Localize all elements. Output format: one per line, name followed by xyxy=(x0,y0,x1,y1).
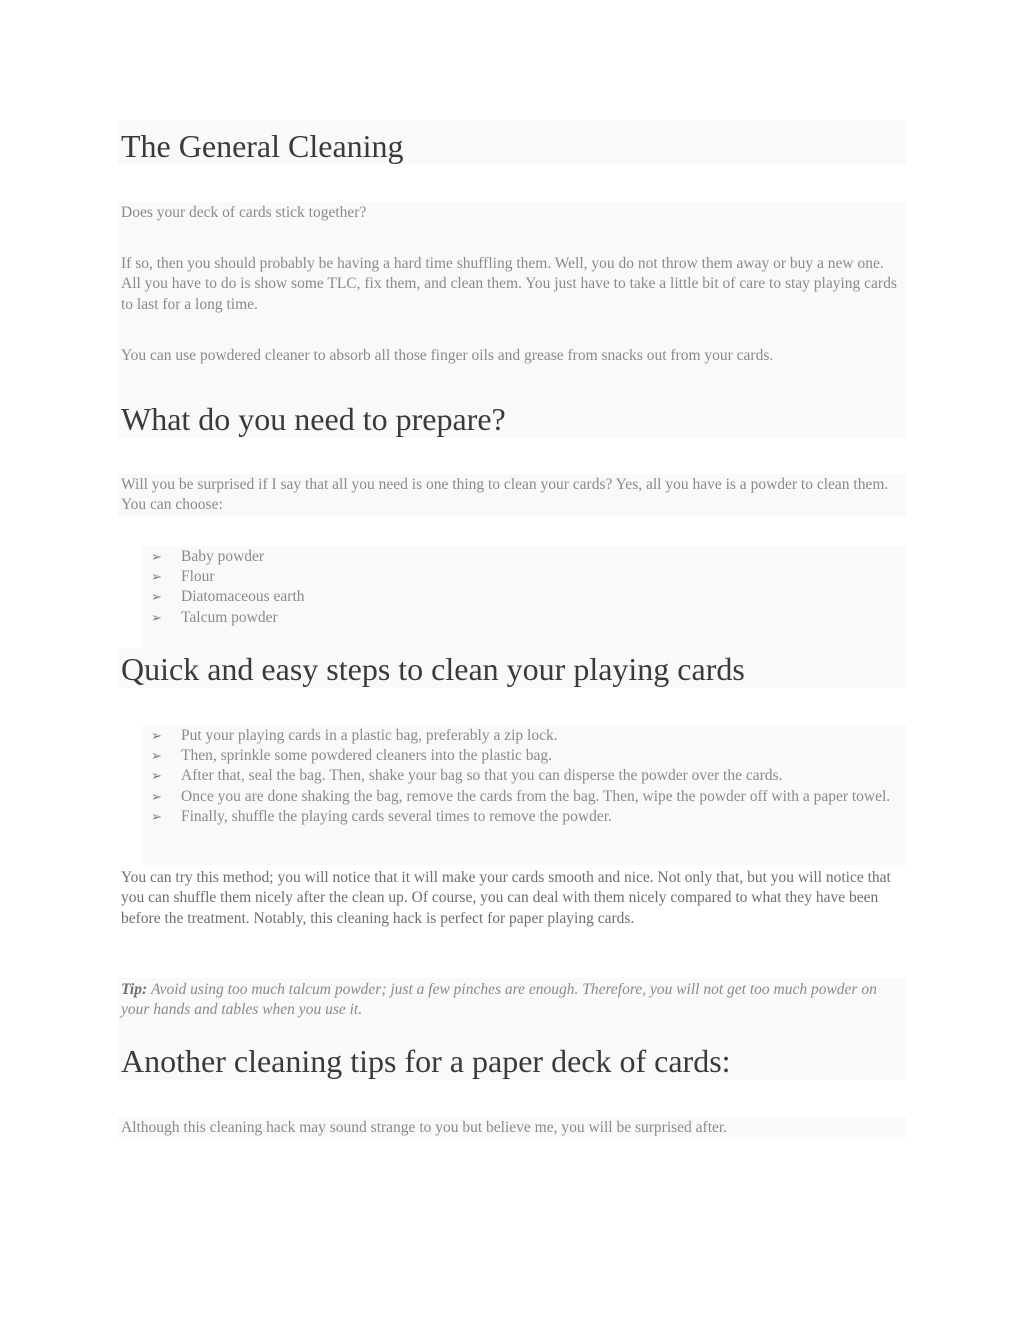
heading-general-cleaning: The General Cleaning xyxy=(121,128,404,164)
list-item xyxy=(121,807,903,827)
list-item xyxy=(121,787,903,807)
paragraph-intro-body: If so, then you should probably be having a hard time shuffling them. Well, you do not throw them away or buy a new one. All you have to do is show some TLC, fix them, and clean them. You just have to take a little bit of care to stay playing cards to last for a long time. xyxy=(121,255,897,313)
list-item-text: After that, seal the bag. Then, shake your bag so that you can disperse the powder over the cards. xyxy=(181,767,783,785)
list-item xyxy=(121,608,903,628)
arrowhead-icon: ➢ xyxy=(151,768,162,784)
cleaning-steps-list xyxy=(121,726,903,827)
tip-label: Tip: xyxy=(121,981,148,998)
tip-paragraph xyxy=(121,980,903,1021)
arrowhead-icon: ➢ xyxy=(151,569,162,585)
powder-options-list xyxy=(121,547,903,628)
list-item xyxy=(121,726,903,746)
arrowhead-icon: ➢ xyxy=(151,808,162,824)
arrowhead-icon: ➢ xyxy=(151,589,162,605)
arrowhead-icon: ➢ xyxy=(151,728,162,743)
heading-quick-steps: Quick and easy steps to clean your playing cards xyxy=(121,651,745,687)
list-item xyxy=(121,766,903,786)
arrowhead-icon: ➢ xyxy=(151,609,162,625)
list-item-text: Once you are done shaking the bag, remove the cards from the bag. Then, wipe the powder off with a paper towel. xyxy=(181,787,891,805)
paragraph-method-result: You can try this method; you will notice that it will make your cards smooth and nice. Not only that, but you will notice that you can shuffle them nicely after the clean up. Of course, you can deal with them nicely compared to what they have been before the treatment. Notably, this cleaning hack is perfect for paper playing cards. xyxy=(121,869,891,927)
list-item xyxy=(121,746,903,766)
paragraph-intro-question: Does your deck of cards stick together? xyxy=(121,204,367,221)
paragraph-prepare-intro: Will you be surprised if I say that all you need is one thing to clean your cards? Yes, all you have is a powder to clean them. You can choose: xyxy=(121,476,889,514)
list-item xyxy=(121,587,903,607)
heading-another-tips: Another cleaning tips for a paper deck of cards: xyxy=(121,1043,731,1079)
list-item-text: Finally, shuffle the playing cards several times to remove the powder. xyxy=(181,807,612,825)
arrowhead-icon: ➢ xyxy=(151,549,162,564)
list-item-text: Flour xyxy=(181,568,215,586)
paragraph-another-intro: Although this cleaning hack may sound strange to you but believe me, you will be surprised after. xyxy=(121,1119,728,1136)
list-item xyxy=(121,547,903,567)
list-item-text: Diatomaceous earth xyxy=(181,588,305,606)
arrowhead-icon: ➢ xyxy=(151,788,162,804)
arrowhead-icon: ➢ xyxy=(151,748,162,764)
heading-what-to-prepare: What do you need to prepare? xyxy=(121,401,506,437)
paragraph-powder-cleaner: You can use powdered cleaner to absorb all those finger oils and grease from snacks out from your cards. xyxy=(121,347,774,364)
list-item-text: Baby powder xyxy=(181,548,265,565)
list-item-text: Put your playing cards in a plastic bag, preferably a zip lock. xyxy=(181,727,558,744)
list-item xyxy=(121,567,903,587)
list-item-text: Talcum powder xyxy=(181,608,278,626)
list-item-text: Then, sprinkle some powdered cleaners into the plastic bag. xyxy=(181,747,553,765)
tip-text: Avoid using too much talcum powder; just a few pinches are enough. Therefore, you will not get too much powder on your hands and tables when you use it. xyxy=(121,981,877,1019)
